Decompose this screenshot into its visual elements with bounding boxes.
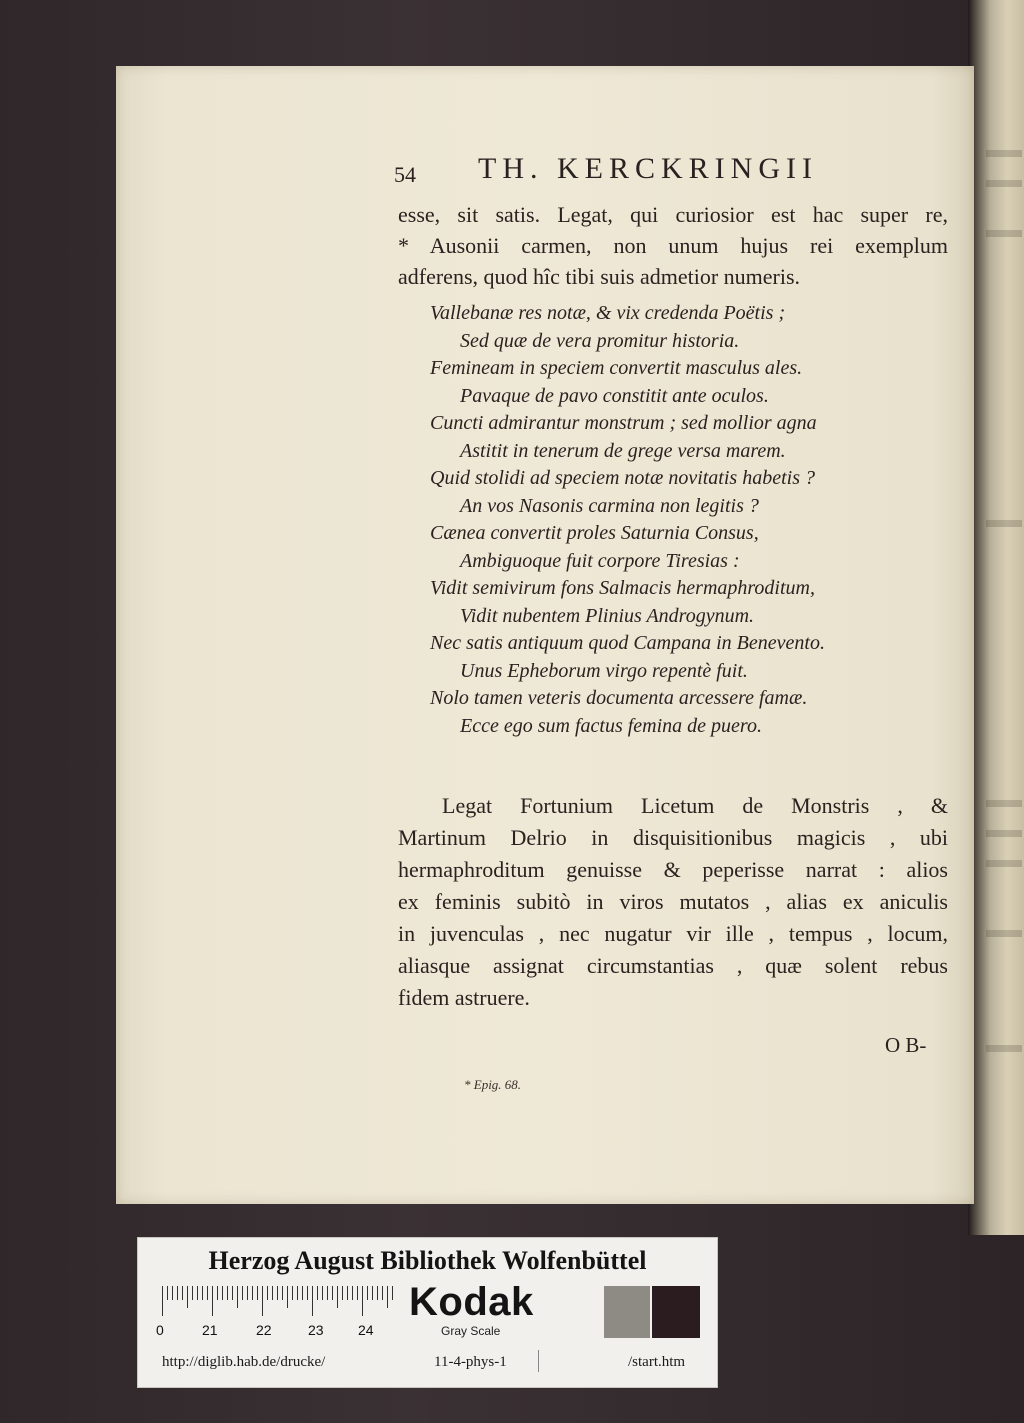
ruler-tick <box>217 1286 218 1300</box>
ruler-tick <box>267 1286 268 1300</box>
ruler-tick <box>202 1286 203 1300</box>
url-prefix: http://diglib.hab.de/drucke/ <box>162 1354 326 1370</box>
text-line: adferens, quod hîc tibi suis admetior numeris. <box>398 264 801 289</box>
ruler-tick <box>287 1286 288 1308</box>
ruler-tick <box>352 1286 353 1300</box>
text-line: Martinum Delrio in disquisitionibus magicis , ubi <box>398 825 948 850</box>
ruler-tick <box>212 1286 213 1316</box>
ruler-tick <box>207 1286 208 1300</box>
gray-swatch-mid <box>604 1286 650 1338</box>
ruler-tick <box>392 1286 393 1300</box>
url-separator <box>538 1350 539 1372</box>
ruler-label: 24 <box>358 1322 374 1338</box>
text-line: in juvenculas , nec nugatur vir ille , tempus , locum, <box>398 921 948 946</box>
gray-swatch-white <box>556 1286 602 1338</box>
verse-line: Femineam in speciem convertit masculus ales. <box>430 357 803 379</box>
verse-line: An vos Nasonis carmina non legitis ? <box>460 494 759 517</box>
running-head <box>394 152 914 192</box>
ruler-tick <box>387 1286 388 1308</box>
ruler-tick <box>272 1286 273 1300</box>
ruler-tick <box>362 1286 363 1316</box>
verse-line: Pavaque de pavo constitit ante oculos. <box>460 384 769 407</box>
ruler-labels <box>156 1322 406 1340</box>
ruler-tick <box>182 1286 183 1300</box>
text-line: aliasque assignat circumstantias , quæ solent rebus <box>398 953 948 978</box>
text-line: Legat Fortunium Licetum de Monstris , & <box>442 793 948 818</box>
verse-line: Ambiguoque fuit corpore Tiresias : <box>460 549 740 572</box>
library-title: Herzog August Bibliothek Wolfenbüttel <box>208 1246 647 1275</box>
ruler-tick <box>377 1286 378 1300</box>
ruler-tick <box>307 1286 308 1300</box>
ruler-tick <box>327 1286 328 1300</box>
verse-line: Sed quæ de vera promitur historia. <box>460 329 740 352</box>
page-number: 54 <box>394 162 416 187</box>
ruler-label: 23 <box>308 1322 324 1338</box>
verse-line: Cuncti admirantur monstrum ; sed mollior agna <box>430 412 817 434</box>
verse-line: Ecce ego sum factus femina de puero. <box>460 714 762 737</box>
ruler-tick <box>302 1286 303 1300</box>
ruler-tick <box>192 1286 193 1300</box>
kodak-logo: Kodak <box>409 1280 534 1324</box>
catchword: O B- <box>885 1033 927 1057</box>
verse-line: Vidit nubentem Plinius Androgynum. <box>460 604 755 627</box>
verse-line: Nolo tamen veteris documenta arcessere famæ. <box>430 687 808 709</box>
ruler-tick <box>262 1286 263 1316</box>
ruler-tick <box>312 1286 313 1316</box>
ruler-tick <box>177 1286 178 1300</box>
ruler-tick <box>232 1286 233 1300</box>
gray-swatch-dark <box>652 1286 700 1338</box>
ruler-label: 21 <box>202 1322 218 1338</box>
adjacent-page-edge <box>968 0 1024 1235</box>
ruler-tick <box>247 1286 248 1300</box>
running-title: TH. KERCKRINGII <box>478 152 818 185</box>
ruler-tick <box>317 1286 318 1300</box>
ruler-tick <box>162 1286 163 1316</box>
ruler-tick <box>257 1286 258 1300</box>
ruler-tick <box>292 1286 293 1300</box>
ruler-tick <box>322 1286 323 1300</box>
ruler-tick <box>337 1286 338 1308</box>
ruler-tick <box>367 1286 368 1300</box>
ruler-label: 0 <box>156 1322 164 1338</box>
footnote: * Epig. 68. <box>464 1077 522 1092</box>
verse-line: Cænea convertit proles Saturnia Consus, <box>430 522 759 544</box>
text-line: esse, sit satis. Legat, qui curiosior est hac super re, <box>398 202 948 227</box>
verse-line: Vidit semivirum fons Salmacis hermaphroditum, <box>430 577 815 599</box>
text-line: hermaphroditum genuisse & peperisse narrat : alios <box>398 857 948 882</box>
verse-line: Unus Epheborum virgo repentè fuit. <box>460 659 748 682</box>
ruler-scale <box>162 1286 397 1318</box>
intro-paragraph <box>398 199 948 292</box>
text-line: fidem astruere. <box>398 985 530 1010</box>
ruler-tick <box>237 1286 238 1308</box>
grayscale-label: Gray Scale <box>441 1324 501 1338</box>
url-id: 11-4-phys-1 <box>434 1354 507 1370</box>
ruler-tick <box>252 1286 253 1300</box>
verse-line: Astitit in tenerum de grege versa marem. <box>460 439 786 462</box>
ruler-tick <box>222 1286 223 1300</box>
ruler-label: 22 <box>256 1322 272 1338</box>
verse-line: Quid stolidi ad speciem notæ novitatis habetis ? <box>430 467 815 489</box>
ruler-tick <box>242 1286 243 1300</box>
ruler-tick <box>282 1286 283 1300</box>
ruler-tick <box>277 1286 278 1300</box>
ruler-tick <box>172 1286 173 1300</box>
ruler-tick <box>372 1286 373 1300</box>
closing-paragraph <box>398 790 948 1014</box>
ruler-tick <box>332 1286 333 1300</box>
verse-line: Nec satis antiquum quod Campana in Benevento. <box>430 632 825 654</box>
ruler-tick <box>167 1286 168 1300</box>
ruler-tick <box>342 1286 343 1300</box>
ruler-tick <box>297 1286 298 1300</box>
text-line: ex feminis subitò in viros mutatos , alias ex aniculis <box>398 889 948 914</box>
ruler-tick <box>382 1286 383 1300</box>
archive-color-card <box>137 1237 718 1388</box>
ruler-tick <box>187 1286 188 1308</box>
verse-line: Vallebanæ res notæ, & vix credenda Poëtis ; <box>430 302 786 324</box>
ruler-tick <box>197 1286 198 1300</box>
ruler-tick <box>357 1286 358 1300</box>
text-line: * Ausonii carmen, non unum hujus rei exemplum <box>398 233 948 258</box>
ruler-tick <box>347 1286 348 1300</box>
url-suffix: /start.htm <box>628 1354 686 1370</box>
ruler-tick <box>227 1286 228 1300</box>
verse-block <box>430 300 910 740</box>
